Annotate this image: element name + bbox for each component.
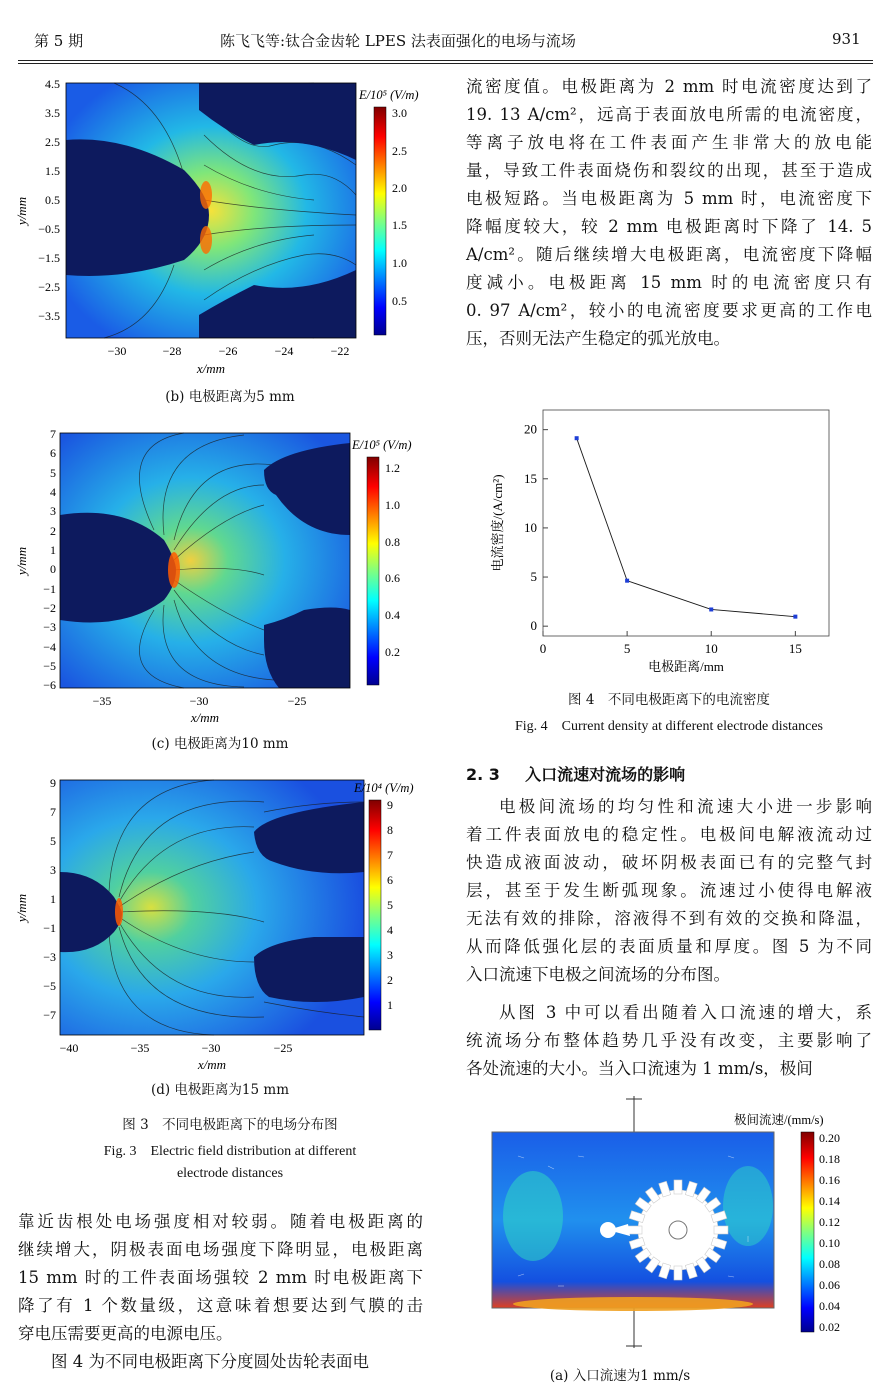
fig3b-y-ticks bbox=[38, 77, 60, 323]
fig3b-ylabel: y/mm bbox=[14, 196, 29, 226]
page-number: 931 bbox=[832, 30, 861, 48]
text-line: 快造成液面波动，破坏阴极表面已有的完整气封 bbox=[466, 853, 872, 872]
fig3c-ytick: −4 bbox=[43, 640, 56, 654]
fig3d-cbar-tick: 1 bbox=[387, 998, 393, 1012]
text-line: 度减小。电极距离 15 mm 时的电流密度只有 bbox=[466, 273, 872, 292]
text-line: 靠近齿根处电场强度相对较弱。随着电极距离的 bbox=[18, 1212, 423, 1231]
fig3c-field-plot bbox=[14, 425, 444, 730]
text-line: 0. 97 A/cm²，较小的电流密度要求更高的工作电 bbox=[466, 301, 872, 320]
fig3c-cbar-tick: 0.4 bbox=[385, 608, 400, 622]
text-line: 着工件表面放电的稳定性。电极间电解液流动过 bbox=[466, 825, 872, 844]
chart-data-point bbox=[793, 615, 797, 619]
fig3d-colorbar bbox=[369, 800, 381, 1030]
chart-xtick-label: 0 bbox=[539, 641, 547, 656]
fig3c-x-ticks bbox=[93, 694, 307, 708]
fig4-current-density-chart bbox=[490, 405, 850, 680]
chart-series-line bbox=[577, 438, 796, 616]
fig3b-xtick: −22 bbox=[330, 344, 350, 358]
fig4-caption-en: Fig. 4 Current density at different electrode distances bbox=[514, 719, 824, 734]
fig3b-colorbar bbox=[374, 107, 386, 335]
fig3c-ytick: 6 bbox=[50, 446, 56, 460]
fig3c-ytick: −2 bbox=[43, 601, 56, 615]
chart-xlabel: 电极距离/mm bbox=[648, 659, 724, 674]
section-number: 2. 3 bbox=[466, 765, 500, 784]
fig3d-ytick: −7 bbox=[43, 1008, 56, 1022]
fig3d-ytick: 9 bbox=[50, 776, 56, 790]
fig3b-cbar-tick: 3.0 bbox=[392, 106, 407, 120]
text-line: 电极间流场的均匀性和流速大小进一步影响 bbox=[499, 797, 872, 816]
text-line: 无法有效的排除，溶液得不到有效的交换和降温， bbox=[466, 909, 872, 928]
text-line: 入口流速下电极之间流场的分布图。 bbox=[466, 965, 730, 984]
left-body-paragraph bbox=[18, 1208, 423, 1348]
fig3-caption-en-line1: Fig. 3 Electric field distribution at different bbox=[103, 1144, 357, 1159]
section-title: 入口流速对流场的影响 bbox=[525, 765, 686, 784]
fig3d-cbar-tick: 8 bbox=[387, 823, 393, 837]
text-line: 层，甚至于发生断弧现象。流速过小使得电解液 bbox=[466, 881, 872, 900]
text-line: 统流场分布整体趋势几乎没有改变，主要影响了 bbox=[466, 1031, 872, 1050]
fig5a-cbar-tick: 0.18 bbox=[819, 1152, 840, 1166]
chart-ytick-label: 0 bbox=[530, 618, 537, 634]
fig3d-cbar-tick: 6 bbox=[387, 873, 393, 887]
fig3b-cbar-tick: 1.0 bbox=[392, 256, 407, 270]
fig3d-ytick: 5 bbox=[50, 834, 56, 848]
fig3d-xtick: −40 bbox=[59, 1041, 79, 1055]
fig5a-label: (a) 入口流速为1 mm/s bbox=[549, 1368, 691, 1384]
fig3c-colorbar bbox=[367, 457, 379, 685]
fig3d-cbar-tick: 5 bbox=[387, 898, 393, 912]
fig3d-ytick: 7 bbox=[50, 805, 56, 819]
fig3b-cbar-tick: 2.0 bbox=[392, 181, 407, 195]
fig5a-cbar-tick: 0.04 bbox=[819, 1299, 840, 1313]
gear-tooth bbox=[674, 1180, 682, 1194]
fig5a-flow-field-plot bbox=[488, 1096, 872, 1376]
fig3b-ytick: −3.5 bbox=[38, 309, 60, 323]
fig3b-cbar-ticks bbox=[392, 106, 407, 308]
header-rule bbox=[18, 60, 873, 61]
text-line: 图 4 为不同电极距离下分度圆处齿轮表面电 bbox=[51, 1352, 369, 1371]
chart-ytick-label: 10 bbox=[524, 519, 537, 535]
fig3c-cbar-tick: 0.2 bbox=[385, 645, 400, 659]
fig3c-ytick: 4 bbox=[50, 485, 56, 499]
fig3d-y-ticks bbox=[43, 776, 56, 1022]
fig3d-xtick: −25 bbox=[273, 1041, 293, 1055]
running-header-title: 陈飞飞等:钛合金齿轮 LPES 法表面强化的电场与流场 bbox=[220, 32, 576, 50]
fig3b-ytick: 2.5 bbox=[45, 135, 60, 149]
chart-data-point bbox=[575, 436, 579, 440]
fig3b-xtick: −30 bbox=[107, 344, 127, 358]
fig3b-cbar-tick: 0.5 bbox=[392, 294, 407, 308]
fig3c-ytick: −6 bbox=[43, 678, 56, 692]
gear-tooth bbox=[674, 1266, 682, 1280]
chart-ytick-label: 20 bbox=[524, 421, 537, 437]
fig3b-plot-area bbox=[66, 83, 356, 338]
fig3d-cbar-tick: 4 bbox=[387, 923, 393, 937]
section-heading bbox=[466, 762, 685, 785]
fig3b-ytick: 0.5 bbox=[45, 193, 60, 207]
fig5a-cbar-ticks bbox=[819, 1131, 840, 1334]
fig3c-ytick: 7 bbox=[50, 427, 56, 441]
fig3b-xlabel: x/mm bbox=[196, 361, 226, 376]
fig3d-cbar-tick: 3 bbox=[387, 948, 393, 962]
chart-ytick-label: 15 bbox=[524, 470, 537, 486]
fig5a-cbar-tick: 0.08 bbox=[819, 1257, 840, 1271]
fig3c-cbar-tick: 1.0 bbox=[385, 498, 400, 512]
fig3d-ytick: −1 bbox=[43, 921, 56, 935]
text-line: 穿电压需要更高的电源电压。 bbox=[18, 1324, 233, 1343]
gear-tooth bbox=[714, 1226, 728, 1234]
fig3c-cbar-ticks bbox=[385, 461, 400, 659]
fig3c-label: (c) 电极距离为10 mm bbox=[151, 736, 289, 752]
fig3b-cbar-tick: 1.5 bbox=[392, 218, 407, 232]
fig3c-cbar-title: E/10⁵ (V/m) bbox=[352, 438, 412, 452]
fig3d-field-plot bbox=[14, 772, 444, 1077]
right-body-paragraph-2 bbox=[466, 793, 872, 989]
text-line: 19. 13 A/cm²，远高于表面放电所需的电流密度， bbox=[466, 105, 872, 124]
fig3b-xtick: −26 bbox=[218, 344, 238, 358]
fig3d-cbar-tick: 7 bbox=[387, 848, 393, 862]
fig5a-cbar-tick: 0.12 bbox=[819, 1215, 840, 1229]
text-line: 从图 3 中可以看出随着入口流速的增大，系 bbox=[499, 1003, 872, 1022]
fig3b-ytick: 3.5 bbox=[45, 106, 60, 120]
fig3d-ylabel: y/mm bbox=[14, 893, 29, 923]
fig3d-xlabel: x/mm bbox=[197, 1057, 227, 1072]
fig3c-xlabel: x/mm bbox=[190, 710, 220, 725]
fig3d-cbar-tick: 9 bbox=[387, 798, 393, 812]
chart-y-ticks bbox=[524, 422, 548, 634]
chart-ytick-label: 5 bbox=[530, 569, 537, 585]
fig3d-ytick: 1 bbox=[50, 892, 56, 906]
fig3b-xtick: −28 bbox=[162, 344, 182, 358]
text-line: 等离子放电将在工件表面产生非常大的放电能 bbox=[466, 133, 872, 152]
fig3c-ytick: 3 bbox=[50, 504, 56, 518]
fig3b-ytick: 4.5 bbox=[45, 77, 60, 91]
fig3c-ytick: −5 bbox=[43, 659, 56, 673]
right-body-paragraph-3 bbox=[466, 999, 872, 1083]
fig5a-colorbar bbox=[801, 1132, 814, 1332]
fig3c-xtick: −35 bbox=[92, 694, 112, 708]
fig3c-cbar-tick: 1.2 bbox=[385, 461, 400, 475]
fig4-caption-cn: 图 4 不同电极距离下的电流密度 bbox=[568, 692, 770, 708]
fig3d-label: (d) 电极距离为15 mm bbox=[150, 1082, 290, 1098]
fig3d-xtick: −30 bbox=[201, 1041, 221, 1055]
chart-data-point bbox=[709, 607, 713, 611]
fig3b-ytick: −0.5 bbox=[38, 222, 60, 236]
fig5a-cbar-tick: 0.14 bbox=[819, 1194, 840, 1208]
fig3c-ytick: −1 bbox=[43, 582, 56, 596]
left-body-paragraph-2 bbox=[18, 1348, 423, 1376]
text-line: 降幅度较大，较 2 mm 电极距离时下降了 14. 5 bbox=[466, 217, 872, 236]
fig3d-cbar-ticks bbox=[387, 798, 393, 1012]
fig3b-cbar-tick: 2.5 bbox=[392, 144, 407, 158]
fig3c-y-ticks bbox=[43, 427, 56, 692]
fig3b-label: (b) 电极距离为5 mm bbox=[165, 389, 295, 405]
chart-ylabel: 电流密度/(A/cm²) bbox=[490, 474, 505, 572]
fig3d-cbar-tick: 2 bbox=[387, 973, 393, 987]
fig3b-field-plot bbox=[14, 75, 444, 385]
gear-tooth bbox=[628, 1226, 642, 1234]
fig3b-ytick: 1.5 bbox=[45, 164, 60, 178]
text-line: A/cm²。随后继续增大电极距离，电流密度下降幅 bbox=[466, 245, 872, 264]
text-line: 量，导致工件表面烧伤和裂纹的出现，甚至于造成 bbox=[466, 161, 872, 180]
text-line: 各处流速的大小。当入口流速为 1 mm/s，极间 bbox=[466, 1059, 813, 1078]
fig3b-x-ticks bbox=[108, 344, 350, 358]
text-line: 压，否则无法产生稳定的弧光放电。 bbox=[466, 329, 730, 348]
chart-xtick-label: 10 bbox=[704, 641, 718, 656]
fig3c-ytick: 2 bbox=[50, 524, 56, 538]
fig3b-cbar-title: E/10⁵ (V/m) bbox=[359, 88, 419, 102]
chart-xtick-label: 15 bbox=[788, 641, 802, 656]
text-line: 从而降低强化层的表面质量和厚度。图 5 为不同 bbox=[466, 937, 872, 956]
fig3-caption-en-line2: electrode distances bbox=[176, 1166, 284, 1181]
right-body-paragraph-1 bbox=[466, 73, 872, 353]
fig3d-ytick: 3 bbox=[50, 863, 56, 877]
fig3c-ylabel: y/mm bbox=[14, 546, 29, 576]
fig5a-cbar-tick: 0.16 bbox=[819, 1173, 840, 1187]
fig3c-xtick: −30 bbox=[189, 694, 209, 708]
text-line: 15 mm 时的工件表面场强较 2 mm 时电极距离下 bbox=[18, 1268, 423, 1287]
fig3d-ytick: −5 bbox=[43, 979, 56, 993]
fig3c-cbar-tick: 0.8 bbox=[385, 535, 400, 549]
fig5a-cbar-title: 极间流速/(mm/s) bbox=[734, 1113, 824, 1127]
fig5a-cbar-tick: 0.10 bbox=[819, 1236, 840, 1250]
fig3d-xtick: −35 bbox=[130, 1041, 150, 1055]
chart-x-ticks bbox=[540, 631, 802, 656]
text-line: 电极短路。当电极距离为 5 mm 时，电流密度下 bbox=[466, 189, 872, 208]
header-rule-thin bbox=[18, 63, 873, 64]
fig3c-xtick: −25 bbox=[287, 694, 307, 708]
fig5a-cbar-tick: 0.20 bbox=[819, 1131, 840, 1145]
chart-plot-frame bbox=[543, 410, 829, 636]
fig3d-x-ticks bbox=[60, 1041, 293, 1055]
fig3c-ytick: 1 bbox=[50, 543, 56, 557]
fig3d-cbar-title: E/10⁴ (V/m) bbox=[354, 781, 414, 795]
fig3b-ytick: −1.5 bbox=[38, 251, 60, 265]
text-line: 继续增大，阴极表面电场强度下降明显，电极距离 bbox=[18, 1240, 423, 1259]
fig3b-ytick: −2.5 bbox=[38, 280, 60, 294]
fig3c-ytick: −3 bbox=[43, 620, 56, 634]
fig3d-ytick: −3 bbox=[43, 950, 56, 964]
fig3c-ytick: 0 bbox=[50, 562, 56, 576]
fig3c-cbar-tick: 0.6 bbox=[385, 571, 400, 585]
text-line: 降了有 1 个数量级，这意味着想要达到气膜的击 bbox=[18, 1296, 423, 1315]
fig5a-cbar-tick: 0.02 bbox=[819, 1320, 840, 1334]
fig3b-xtick: −24 bbox=[274, 344, 294, 358]
fig3-caption-cn: 图 3 不同电极距离下的电场分布图 bbox=[122, 1117, 338, 1133]
fig3c-ytick: 5 bbox=[50, 466, 56, 480]
text-line: 流密度值。电极距离为 2 mm 时电流密度达到了 bbox=[466, 77, 872, 96]
chart-xtick-label: 5 bbox=[623, 641, 631, 656]
chart-data-point bbox=[625, 579, 629, 583]
fig5a-cbar-tick: 0.06 bbox=[819, 1278, 840, 1292]
running-header-issue: 第 5 期 bbox=[34, 32, 84, 50]
